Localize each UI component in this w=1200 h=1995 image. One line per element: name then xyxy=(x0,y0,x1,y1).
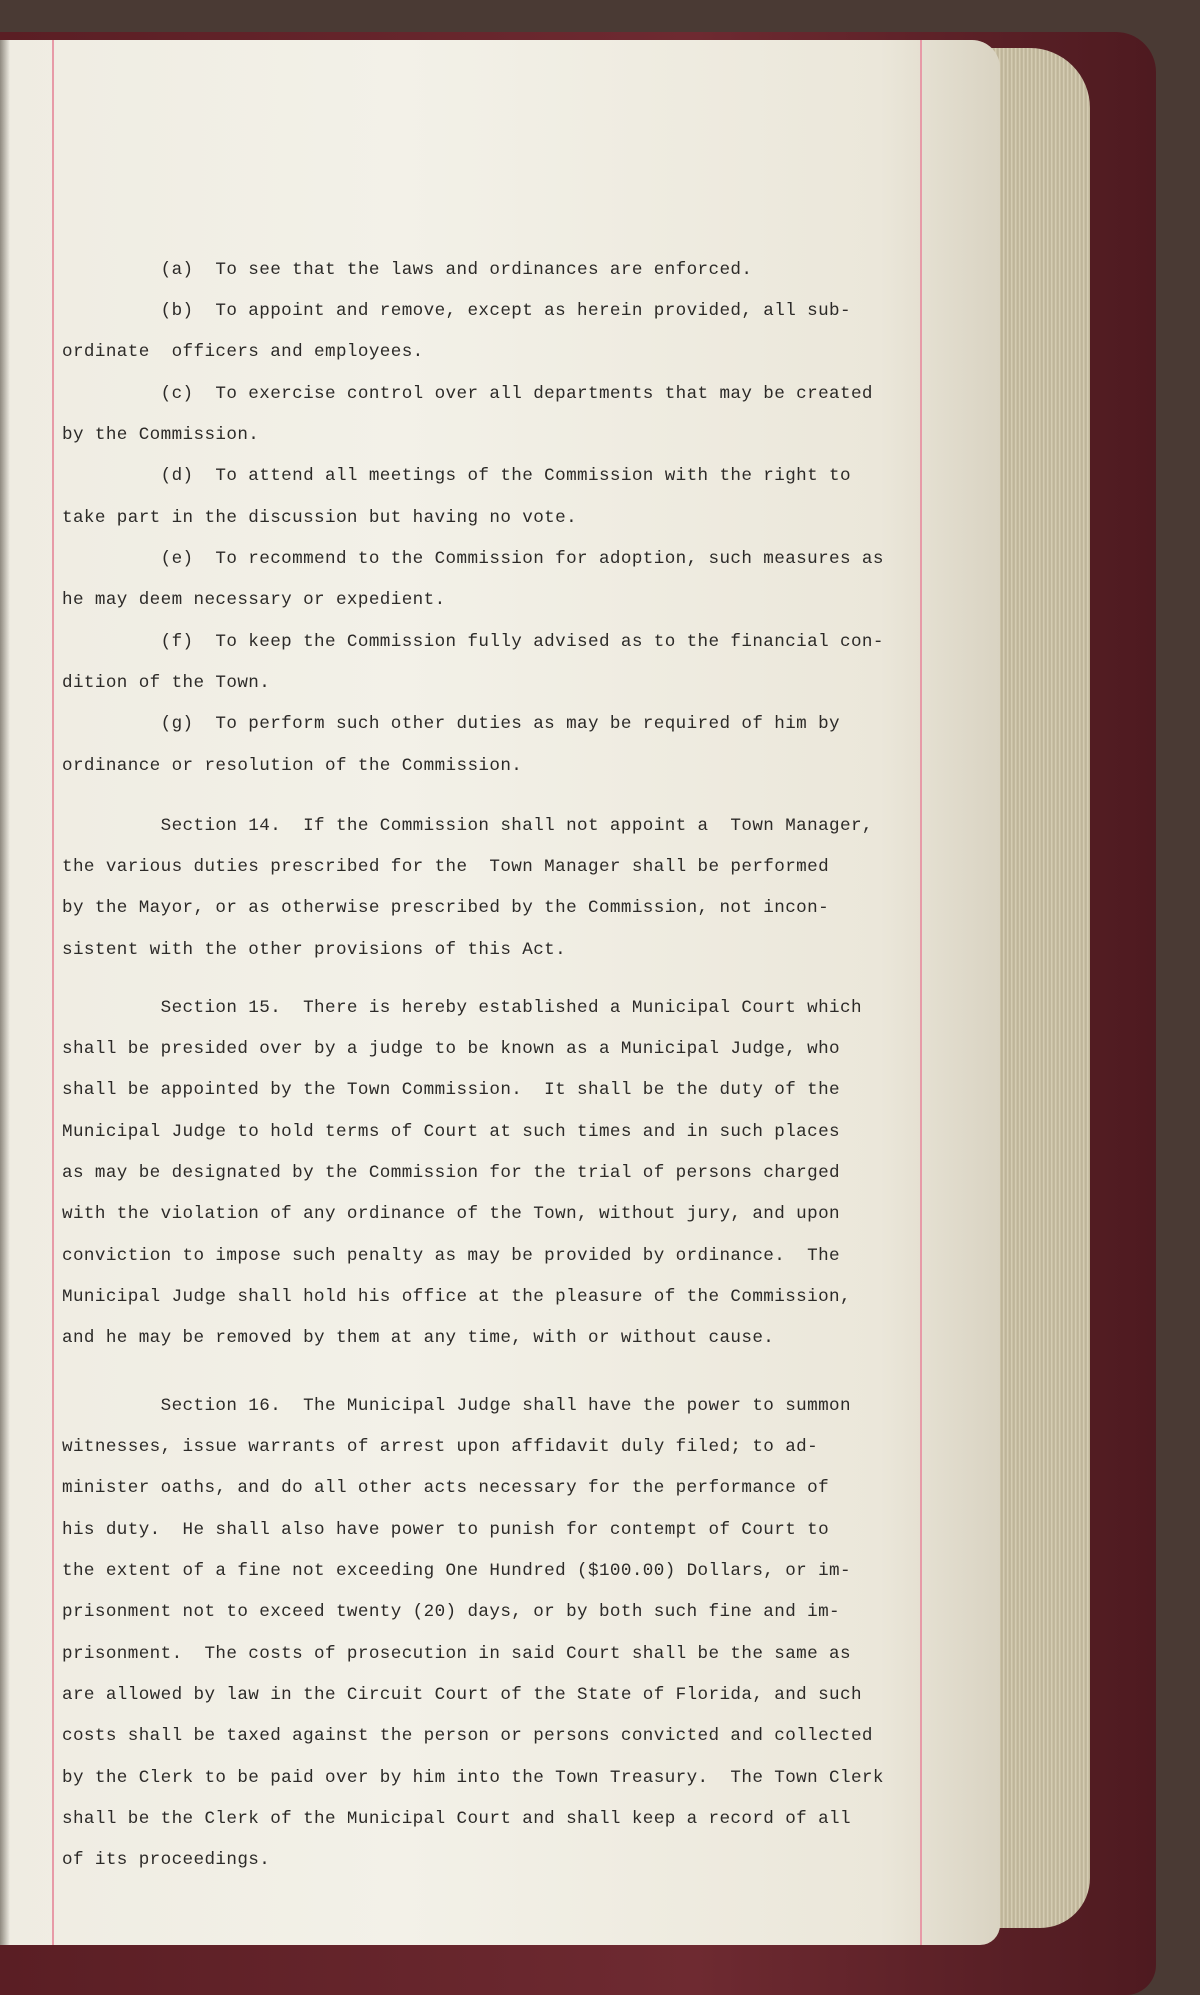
text-line: shall be appointed by the Town Commission. It shall be the duty of the xyxy=(62,1080,841,1100)
text-line: are allowed by law in the Circuit Court of the State of Florida, and such xyxy=(62,1685,862,1705)
text-line: (b) To appoint and remove, except as herein provided, all sub- xyxy=(62,301,851,321)
text-line: (g) To perform such other duties as may be required of him by xyxy=(62,714,841,734)
text-line: minister oaths, and do all other acts necessary for the performance of xyxy=(62,1478,830,1498)
text-line: Municipal Judge to hold terms of Court at such times and in such places xyxy=(62,1122,841,1142)
text-line: prisonment not to exceed twenty (20) days, or by both such fine and im- xyxy=(62,1602,841,1622)
text-line: (f) To keep the Commission fully advised as to the financial con- xyxy=(62,632,884,652)
text-line: Section 14. If the Commission shall not appoint a Town Manager, xyxy=(62,816,873,836)
text-line: with the violation of any ordinance of the Town, without jury, and upon xyxy=(62,1204,841,1224)
gutter-shadow xyxy=(0,40,10,1945)
text-line: by the Mayor, or as otherwise prescribed by the Commission, not incon- xyxy=(62,898,830,918)
text-line: the extent of a fine not exceeding One Hundred ($100.00) Dollars, or im- xyxy=(62,1561,851,1581)
text-line: and he may be removed by them at any time, with or without cause. xyxy=(62,1328,775,1348)
text-line: the various duties prescribed for the Town Manager shall be performed xyxy=(62,857,830,877)
text-line: as may be designated by the Commission for the trial of persons charged xyxy=(62,1163,841,1183)
text-line: shall be presided over by a judge to be known as a Municipal Judge, who xyxy=(62,1039,841,1059)
text-line: take part in the discussion but having no vote. xyxy=(62,508,578,528)
text-line: sistent with the other provisions of this Act. xyxy=(62,940,567,960)
text-line: (d) To attend all meetings of the Commission with the right to xyxy=(62,466,851,486)
book-page xyxy=(0,40,1000,1945)
text-line: prisonment. The costs of prosecution in said Court shall be the same as xyxy=(62,1644,851,1664)
text-line: (c) To exercise control over all departments that may be created xyxy=(62,384,873,404)
typed-text-body xyxy=(62,260,932,1870)
text-line: Municipal Judge shall hold his office at the pleasure of the Commission, xyxy=(62,1287,851,1307)
text-line: by the Commission. xyxy=(62,425,260,445)
text-line: Section 15. There is hereby established a Municipal Court which xyxy=(62,998,862,1018)
text-line: witnesses, issue warrants of arrest upon affidavit duly filed; to ad- xyxy=(62,1437,819,1457)
text-line: Section 16. The Municipal Judge shall have the power to summon xyxy=(62,1396,851,1416)
text-line: his duty. He shall also have power to punish for contempt of Court to xyxy=(62,1520,830,1540)
text-line: (e) To recommend to the Commission for adoption, such measures as xyxy=(62,549,884,569)
text-line: shall be the Clerk of the Municipal Court and shall keep a record of all xyxy=(62,1809,851,1829)
text-line: (a) To see that the laws and ordinances are enforced. xyxy=(62,260,753,280)
text-line: costs shall be taxed against the person or persons convicted and collected xyxy=(62,1726,873,1746)
text-line: of its proceedings. xyxy=(62,1850,271,1870)
text-line: he may deem necessary or expedient. xyxy=(62,590,446,610)
text-line: dition of the Town. xyxy=(62,673,271,693)
text-line: ordinance or resolution of the Commission. xyxy=(62,756,523,776)
text-line: by the Clerk to be paid over by him into the Town Treasury. The Town Clerk xyxy=(62,1768,884,1788)
left-margin-rule xyxy=(52,40,54,1945)
text-line: ordinate officers and employees. xyxy=(62,342,424,362)
text-line: conviction to impose such penalty as may be provided by ordinance. The xyxy=(62,1246,841,1266)
